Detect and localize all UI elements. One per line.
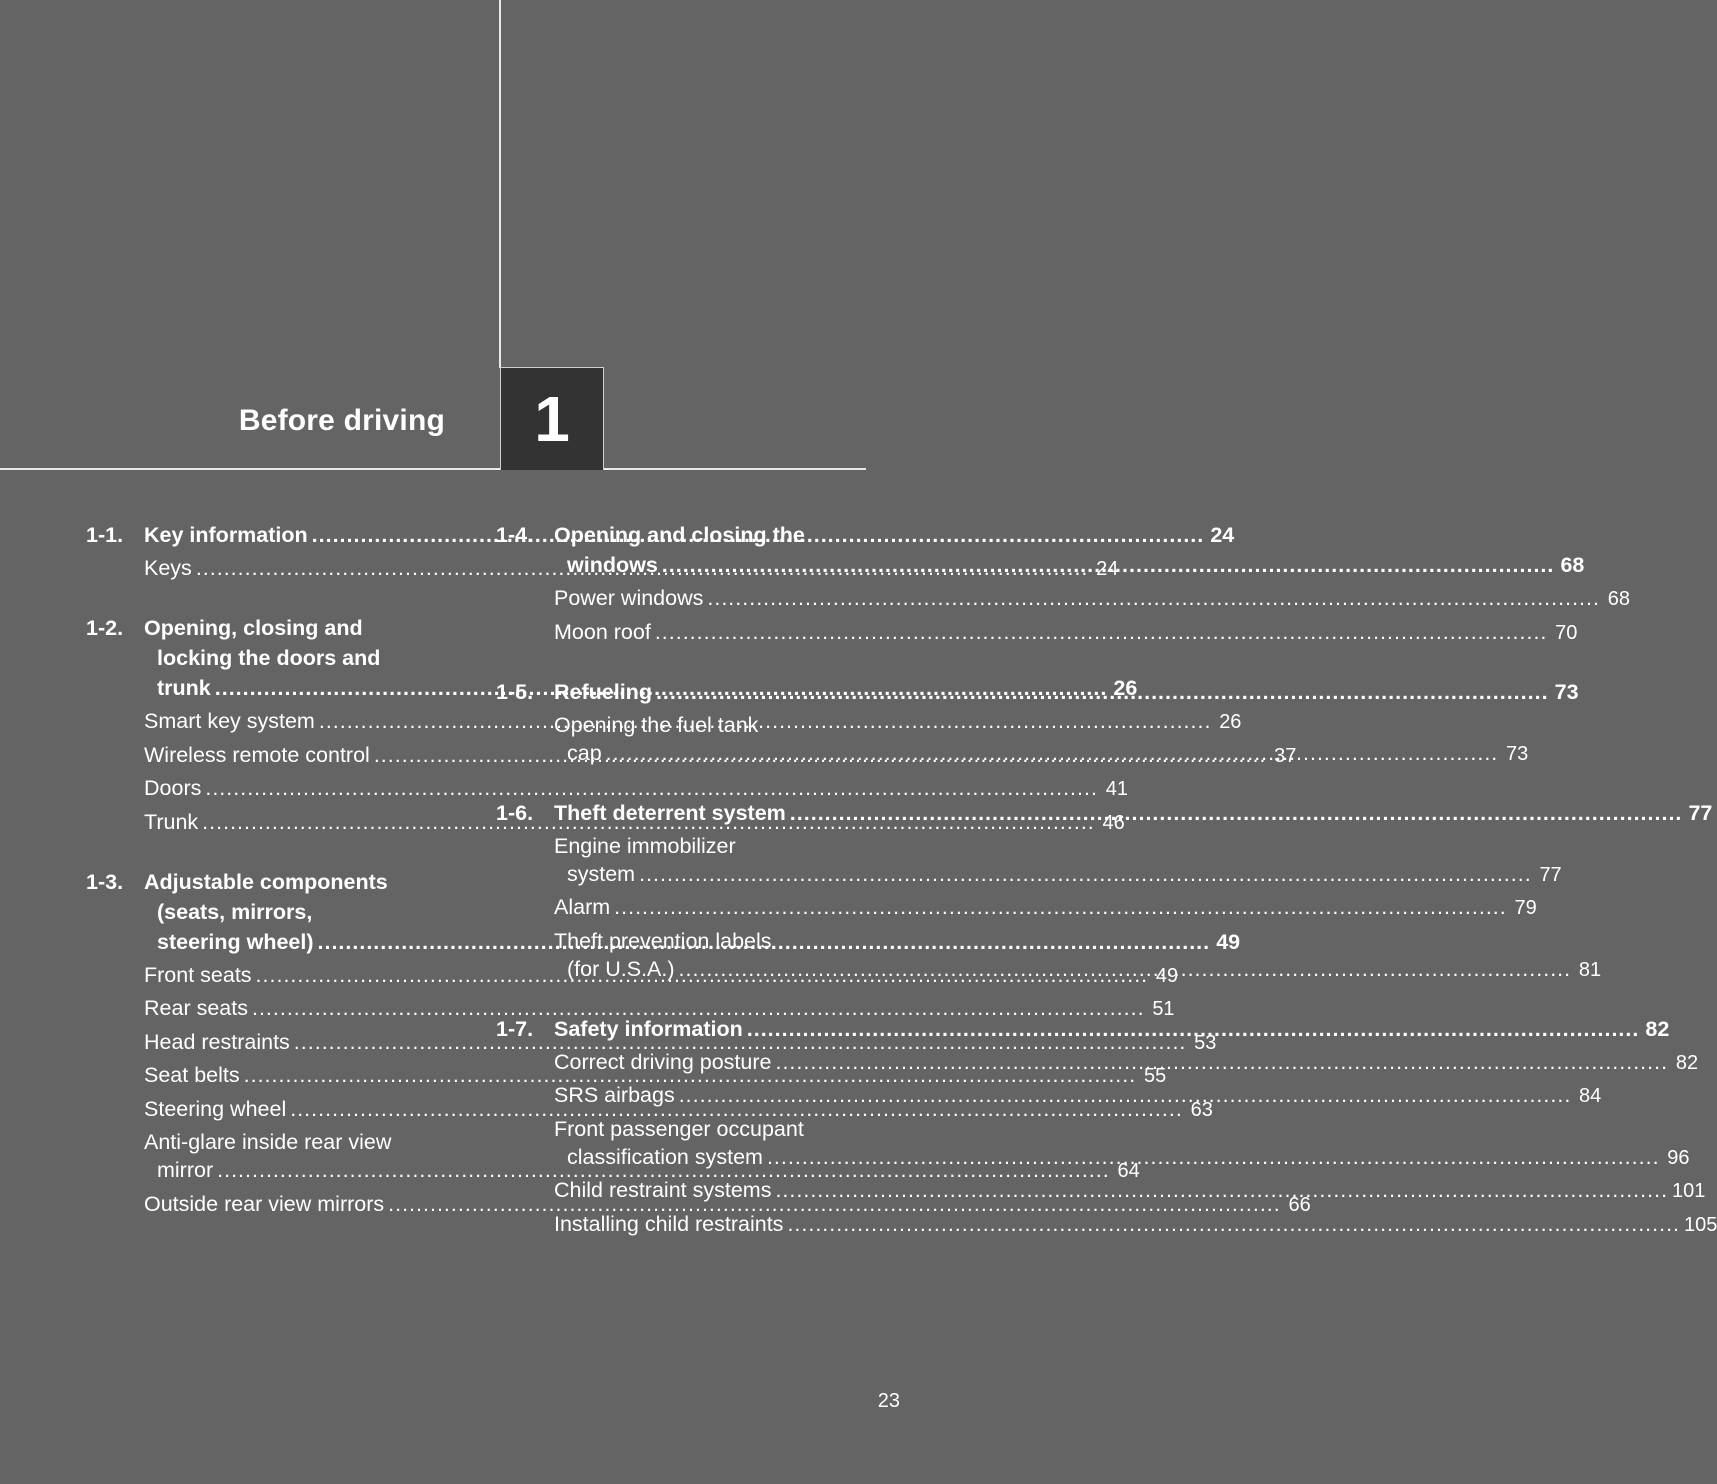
entry-row bbox=[554, 550, 1584, 580]
entry-title-line: Alarm bbox=[554, 895, 611, 919]
entry-title-line: Child restraint systems bbox=[554, 1178, 772, 1202]
chapter-number: 1 bbox=[534, 383, 570, 455]
entry-title-line: steering wheel) bbox=[157, 929, 314, 954]
entry-row bbox=[144, 774, 1128, 803]
entry-row bbox=[554, 1210, 1717, 1239]
page-number: 23 bbox=[877, 1390, 900, 1412]
entry-title-line: Anti-glare inside rear view bbox=[144, 1130, 392, 1154]
entry-title-line: Moon roof bbox=[554, 619, 651, 644]
page-ref: 101 bbox=[1672, 1180, 1706, 1202]
section-title bbox=[554, 677, 1579, 707]
entry-title-line: Opening the fuel tank bbox=[554, 712, 759, 737]
page-ref: 24 bbox=[1096, 558, 1119, 580]
page-ref: 70 bbox=[1555, 621, 1578, 644]
page-ref: 68 bbox=[1560, 553, 1585, 577]
toc-item[interactable] bbox=[554, 893, 1537, 922]
entry-title-line: windows bbox=[567, 553, 658, 577]
dot-leader bbox=[614, 893, 1507, 921]
entry-title-line: Opening and closing the bbox=[554, 523, 805, 547]
entry-title-line: Rear seats bbox=[144, 996, 248, 1020]
toc-item[interactable] bbox=[554, 618, 1578, 647]
dot-leader bbox=[775, 1176, 1668, 1204]
page-ref: 96 bbox=[1667, 1146, 1690, 1169]
section-number: 1-3. bbox=[86, 869, 124, 894]
entry-title-line: SRS airbags bbox=[554, 1083, 675, 1107]
section-items bbox=[554, 584, 1630, 647]
page-ref: 84 bbox=[1579, 1085, 1602, 1107]
entry-title-line: Installing child restraints bbox=[554, 1211, 784, 1236]
page-ref: 82 bbox=[1675, 1051, 1699, 1074]
entry-row bbox=[554, 893, 1537, 922]
dot-leader bbox=[679, 1081, 1572, 1109]
entry-title-line: Theft prevention labels bbox=[554, 928, 772, 953]
entry-title-line: Engine immobilizer bbox=[554, 833, 736, 858]
entry-row bbox=[554, 677, 1579, 707]
toc-item[interactable] bbox=[554, 584, 1630, 613]
entry-title-line: Outside rear view mirrors bbox=[144, 1191, 385, 1216]
section-number: 1-7. bbox=[496, 1016, 534, 1041]
entry-title-line: classification system bbox=[567, 1144, 763, 1169]
entry-title-line: Keys bbox=[144, 556, 192, 580]
entry-title-line: (seats, mirrors, bbox=[157, 899, 313, 924]
page-ref: 46 bbox=[1102, 811, 1125, 834]
page-ref: 105 bbox=[1684, 1213, 1717, 1236]
entry-title-line: Key information bbox=[144, 523, 308, 547]
page-ref: 49 bbox=[1155, 964, 1179, 987]
entry-title-line: Refueling bbox=[554, 679, 652, 704]
section-number: 1-4. bbox=[496, 523, 534, 547]
page-ref: 64 bbox=[1117, 1160, 1140, 1182]
entry-row bbox=[144, 994, 1175, 1023]
section-title bbox=[554, 520, 1584, 580]
page-ref: 73 bbox=[1506, 742, 1529, 765]
toc-item[interactable] bbox=[144, 774, 1128, 803]
page-ref: 41 bbox=[1105, 778, 1128, 800]
entry-row bbox=[554, 860, 1562, 889]
entry-title-line: Seat belts bbox=[144, 1063, 240, 1087]
toc-item[interactable] bbox=[144, 994, 1175, 1023]
entry-title-line: Safety information bbox=[554, 1016, 743, 1041]
section-number: 1-5. bbox=[496, 679, 534, 704]
entry-title-line: locking the doors and bbox=[157, 646, 381, 670]
chapter-rule bbox=[0, 468, 866, 470]
dot-leader bbox=[679, 955, 1572, 983]
toc-item[interactable] bbox=[554, 1210, 1717, 1239]
entry-title-line: Front seats bbox=[144, 962, 252, 987]
dot-leader bbox=[662, 550, 1555, 580]
entry-row bbox=[554, 798, 1713, 828]
section-title bbox=[554, 1014, 1670, 1044]
entry-title-line: Trunk bbox=[144, 809, 199, 834]
entry-title-line: system bbox=[567, 861, 636, 886]
page-ref: 77 bbox=[1688, 800, 1713, 825]
entry-title-line: Correct driving posture bbox=[554, 1049, 772, 1074]
page-ref: 73 bbox=[1554, 679, 1579, 704]
dot-leader bbox=[775, 1048, 1668, 1076]
page-ref: 37 bbox=[1274, 744, 1297, 767]
page-ref: 63 bbox=[1190, 1098, 1213, 1121]
page-ref: 53 bbox=[1194, 1031, 1217, 1054]
entry-title-line: Head restraints bbox=[144, 1029, 290, 1054]
dot-leader bbox=[707, 584, 1600, 612]
entry-title-line: Wireless remote control bbox=[144, 742, 370, 767]
page-ref: 26 bbox=[1113, 676, 1138, 700]
entry-title-line: Opening, closing and bbox=[144, 616, 363, 640]
chapter-title: Before driving bbox=[238, 404, 445, 437]
page-ref: 49 bbox=[1216, 929, 1241, 954]
chapter-number-tab bbox=[500, 367, 604, 470]
entry-row bbox=[554, 1014, 1670, 1044]
entry-title-line: Theft deterrent system bbox=[554, 800, 786, 825]
entry-title-line: Smart key system bbox=[144, 709, 315, 733]
page-ref: 81 bbox=[1578, 958, 1602, 981]
dot-leader bbox=[747, 1014, 1640, 1044]
entry-title-line: Steering wheel bbox=[144, 1096, 287, 1121]
dot-leader bbox=[767, 1143, 1660, 1171]
page-ref: 66 bbox=[1288, 1193, 1311, 1216]
dot-leader bbox=[790, 798, 1683, 828]
vertical-divider bbox=[499, 0, 501, 368]
dot-leader bbox=[606, 739, 1499, 767]
entry-title-line: (for U.S.A.) bbox=[567, 956, 675, 981]
dot-leader bbox=[787, 1210, 1680, 1238]
dot-leader bbox=[639, 860, 1532, 888]
page-ref: 26 bbox=[1219, 711, 1242, 733]
entry-title-line: Power windows bbox=[554, 586, 704, 610]
entry-title-line: Doors bbox=[144, 776, 202, 800]
page-ref: 77 bbox=[1539, 863, 1562, 886]
section-number: 1-6. bbox=[496, 800, 534, 825]
entry-row bbox=[554, 584, 1630, 613]
section-title bbox=[554, 798, 1713, 828]
dot-leader bbox=[656, 677, 1549, 707]
entry-title-line: Adjustable components bbox=[144, 869, 388, 894]
entry-title-line: mirror bbox=[157, 1158, 214, 1182]
dot-leader bbox=[655, 618, 1548, 646]
entry-title-line: Front passenger occupant bbox=[554, 1116, 804, 1141]
page-ref: 79 bbox=[1514, 897, 1537, 919]
page-ref: 82 bbox=[1645, 1016, 1670, 1041]
entry-title-line: trunk bbox=[157, 676, 211, 700]
page-ref: 51 bbox=[1152, 998, 1175, 1020]
entry-title-line: cap bbox=[567, 740, 602, 765]
toc-item[interactable] bbox=[554, 832, 1562, 889]
page-ref: 68 bbox=[1607, 588, 1630, 610]
page-ref: 24 bbox=[1210, 523, 1235, 547]
entry-row bbox=[554, 618, 1578, 647]
page-ref: 55 bbox=[1143, 1065, 1167, 1087]
section-number: 1-2. bbox=[86, 616, 124, 640]
section-number: 1-1. bbox=[86, 523, 124, 547]
